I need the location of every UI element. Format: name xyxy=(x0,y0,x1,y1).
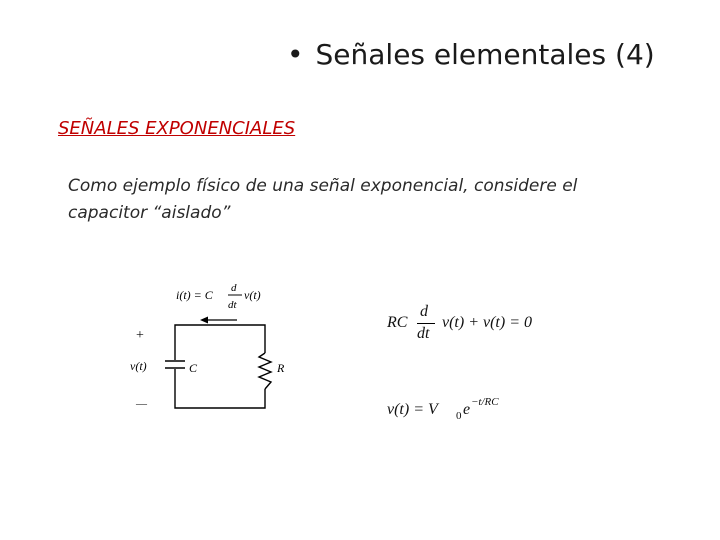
equation-solution xyxy=(387,393,587,423)
body-paragraph xyxy=(68,173,628,227)
current-derivative-d: d xyxy=(231,282,237,294)
resistor-zigzag xyxy=(259,353,271,389)
voltage-label: v(t) xyxy=(130,359,147,373)
eq2-exp: −t/RC xyxy=(471,396,499,408)
eq1-d: d xyxy=(420,303,428,320)
resistor-label: R xyxy=(277,361,285,375)
eq2-sub: 0 xyxy=(456,410,462,422)
slide-title xyxy=(287,38,655,71)
slide-title-text: Señales elementales (4) xyxy=(315,38,655,71)
current-label-left: i(t) = C xyxy=(176,288,213,302)
paragraph-line-2: capacitor “aislado” xyxy=(68,203,231,223)
paragraph-line-1: Como ejemplo físico de una señal exponencial, considere el xyxy=(68,176,578,196)
bullet-icon: • xyxy=(287,38,304,71)
capacitor-label: C xyxy=(189,361,198,375)
wire-top xyxy=(175,325,265,360)
current-label-right: v(t) xyxy=(244,288,261,302)
rc-circuit-diagram xyxy=(120,278,300,418)
eq1-rest: v(t) + v(t) = 0 xyxy=(442,314,532,331)
eq2-lhs: v(t) = V xyxy=(387,401,438,418)
minus-sign: — xyxy=(136,398,147,410)
eq1-rc: RC xyxy=(387,314,408,331)
eq1-dt: dt xyxy=(417,325,430,342)
equation-differential xyxy=(387,303,607,345)
current-derivative-dt: dt xyxy=(228,299,237,311)
section-heading: SEÑALES EXPONENCIALES xyxy=(58,118,296,139)
eq1-fraction-bar xyxy=(417,323,435,324)
eq2-base: e xyxy=(463,401,471,418)
current-arrow-head xyxy=(200,317,208,324)
plus-sign: + xyxy=(136,328,144,343)
